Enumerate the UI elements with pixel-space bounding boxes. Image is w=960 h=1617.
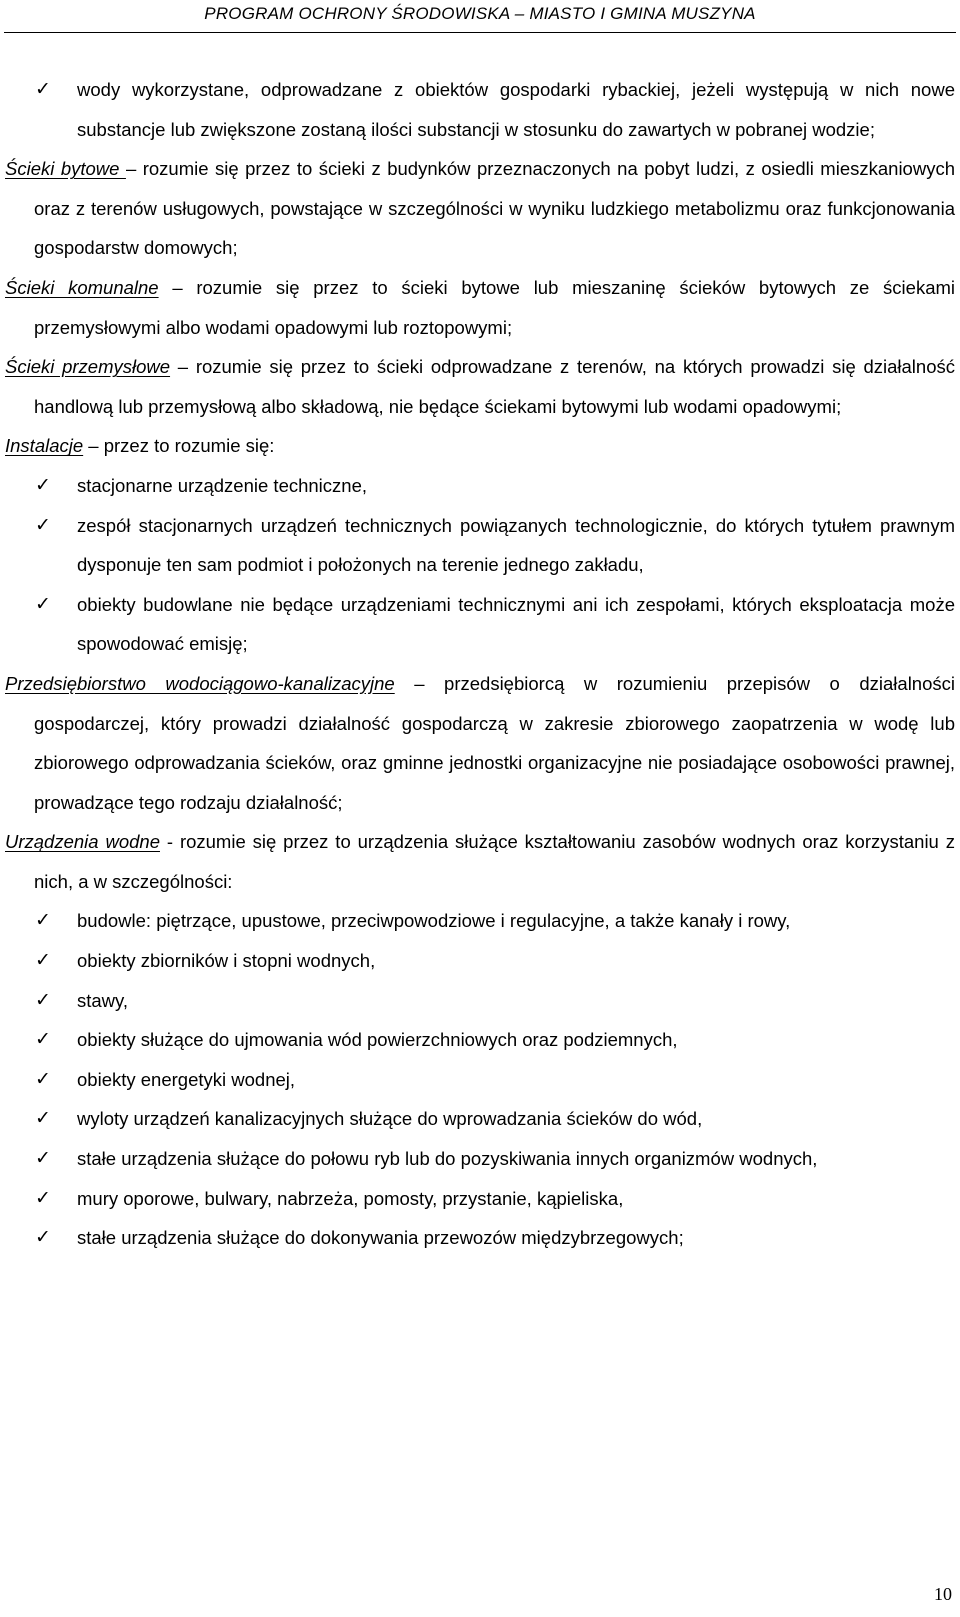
checkmark-icon: ✓ [35,1067,51,1090]
header-divider [4,32,956,33]
definition-term: Ścieki komunalne [5,276,159,298]
definition-paragraph [0,347,960,426]
checkmark-icon: ✓ [35,513,51,536]
definition-separator: – [158,276,197,298]
list-item-text: mury oporowe, bulwary, nabrzeża, pomosty, przystanie, kąpieliska, [77,1187,624,1209]
list-item [0,1139,960,1179]
checkmark-icon: ✓ [35,1186,51,1209]
definition-term: Instalacje [5,435,84,457]
definition-paragraph [0,268,960,347]
definition-term: Urządzenia wodne [5,831,160,853]
list-item [0,1020,960,1060]
list-item-text: stałe urządzenia służące do dokonywania przewozów międzybrzegowych; [77,1227,684,1249]
list-item [0,466,960,506]
list-item [0,1179,960,1219]
document-body [0,70,960,1258]
list-item-text: obiekty służące do ujmowania wód powierzchniowych oraz podziemnych, [77,1029,678,1051]
header-title: PROGRAM OCHRONY ŚRODOWISKA – MIASTO I GMINA MUSZYNA [204,4,756,23]
definition-text: rozumie się przez to ścieki odprowadzane z terenów, na których prowadzi się działalność handlową lub przemysłową albo składową, nie będące ściekami bytowymi lub wodami opadowymi; [34,356,955,417]
list-item [0,585,960,664]
checkmark-icon: ✓ [35,1147,51,1170]
list-item [0,901,960,941]
list-item [0,1099,960,1139]
definition-text: rozumie się przez to urządzenia służące kształtowaniu zasobów wodnych oraz korzystaniu z nich, a w szczególności: [34,831,955,892]
definition-text: rozumie się przez to ścieki bytowe lub mieszaninę ścieków bytowych ze ściekami przemysłowymi albo wodami opadowymi lub roztopowymi; [34,276,956,338]
list-item [0,941,960,981]
list-item [0,70,960,149]
definition-term: Ścieki przemysłowe [5,356,171,378]
list-item-text: budowle: piętrzące, upustowe, przeciwpowodziowe i regulacyjne, a także kanały i rowy, [77,910,791,932]
list-item [0,981,960,1021]
definition-text: przedsiębiorcą w rozumieniu przepisów o działalności gospodarczej, który prowadzi działalność gospodarczą w zakresie zbiorowego zaopatrzenia w wodę lub zbiorowego odprowadzania ścieków, oraz gminne jednostki organizacyjne nie posiadające osobowości prawnej, prowadzące tego rodzaju działalność; [34,672,955,813]
list-item [0,506,960,585]
list-item-text: stacjonarne urządzenie techniczne, [77,474,368,496]
definition-paragraph [0,822,960,901]
definition-text: rozumie się przez to ścieki z budynków przeznaczonych na pobyt ludzi, z osiedli mieszkaniowych oraz z terenów usługowych, powstające w szczególności w wyniku ludzkiego metabolizmu oraz funkcjonowania gospodarstw domowych; [34,158,955,259]
definition-paragraph [0,149,960,268]
definition-separator: - [159,831,180,853]
definition-text: przez to rozumie się: [103,435,275,457]
definition-separator: – [170,356,196,378]
definition-term: Ścieki bytowe [5,158,126,180]
checkmark-icon: ✓ [35,1107,51,1130]
checkmark-icon: ✓ [35,988,51,1011]
checkmark-icon: ✓ [35,1028,51,1051]
checkmark-icon: ✓ [35,1226,51,1249]
list-item-text: wyloty urządzeń kanalizacyjnych służące do wprowadzania ścieków do wód, [77,1108,703,1130]
list-item-text: wody wykorzystane, odprowadzane z obiektów gospodarki rybackiej, jeżeli występują w nich nowe substancje lub zwiększone zostaną ilości substancji w stosunku do zawartych w pobranej wodzie; [77,79,955,140]
checkmark-icon: ✓ [35,949,51,972]
list-item-text: obiekty budowlane nie będące urządzeniami technicznymi ani ich zespołami, których eksploatacja może spowodować emisję; [77,593,955,655]
checkmark-icon: ✓ [35,473,51,496]
page-number: 10 [934,1584,952,1604]
list-item-text: stałe urządzenia służące do połowu ryb lub do pozyskiwania innych organizmów wodnych, [77,1148,818,1170]
page-header [0,4,960,24]
list-item-text: zespół stacjonarnych urządzeń technicznych powiązanych technologicznie, do których tytułem prawnym dysponuje ten sam podmiot i położonych na terenie jednego zakładu, [77,514,955,576]
list-item-text: stawy, [77,989,129,1011]
checkmark-icon: ✓ [35,78,51,100]
checkmark-icon: ✓ [35,909,51,932]
definition-separator: – [394,672,445,694]
definition-paragraph [0,426,960,466]
definition-separator: – [83,435,104,457]
list-item-text: obiekty energetyki wodnej, [77,1068,296,1090]
definition-paragraph [0,664,960,822]
definition-separator: – [125,158,143,180]
list-item-text: obiekty zbiorników i stopni wodnych, [77,950,376,972]
list-item [0,1218,960,1258]
definition-term: Przedsiębiorstwo wodociągowo-kanalizacyjne [5,672,395,694]
list-item [0,1060,960,1100]
checkmark-icon: ✓ [35,592,51,615]
